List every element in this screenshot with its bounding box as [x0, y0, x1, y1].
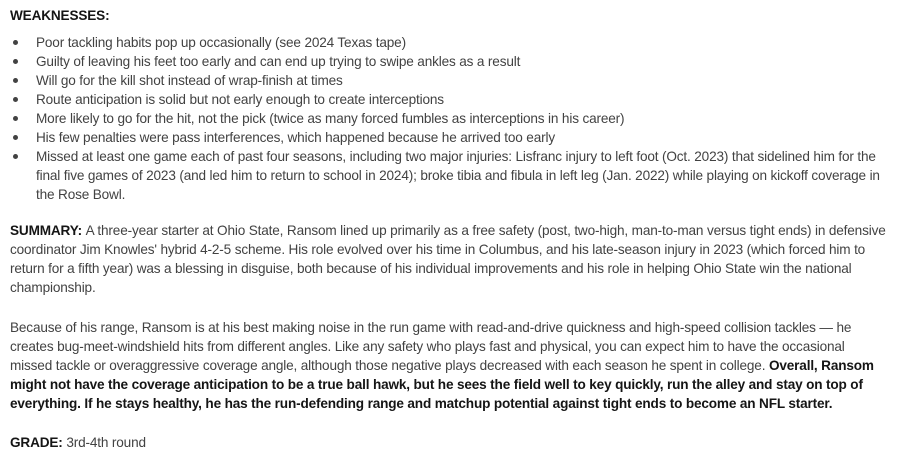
weaknesses-list — [10, 33, 890, 204]
weakness-item — [10, 90, 890, 109]
weakness-item — [10, 33, 890, 52]
weakness-item — [10, 52, 890, 71]
projection-text: Because of his range, Ransom is at his best making noise in the run game with read-and-drive quickness and high-speed collision tackles — he creates bug-meet-windshield hits from different angles. Like any safety who plays fast and physical, you can expect him to have the occasional missed tackle or overaggressive coverage angle, although those negative plays decreased with each season he spent in college. — [10, 320, 852, 373]
weaknesses-heading: WEAKNESSES: — [10, 8, 110, 23]
bullet-icon — [13, 97, 18, 102]
bullet-icon — [13, 59, 18, 64]
bullet-icon — [13, 135, 18, 140]
summary-paragraph — [10, 221, 890, 297]
bullet-icon — [13, 78, 18, 83]
summary-label: SUMMARY: — [10, 223, 82, 238]
weakness-item — [10, 71, 890, 90]
grade-line — [10, 433, 890, 452]
weakness-text: Guilty of leaving his feet too early and can end up trying to swipe ankles as a result — [36, 54, 521, 69]
projection-bold-text: Overall, Ransom might not have the coverage anticipation to be a true ball hawk, but he sees the field well to key quickly, run the alley and stay on top of everything. If he stays healthy, he has the run-defending range and matchup potential against tight ends to become an NFL starter. — [10, 358, 874, 411]
weakness-text: Poor tackling habits pop up occasionally (see 2024 Texas tape) — [36, 35, 406, 50]
grade-value: 3rd-4th round — [66, 435, 146, 450]
bullet-icon — [13, 154, 18, 159]
weakness-text: Route anticipation is solid but not early enough to create interceptions — [36, 92, 444, 107]
bullet-icon — [13, 116, 18, 121]
weakness-text: More likely to go for the hit, not the pick (twice as many forced fumbles as interceptions in his career) — [36, 111, 625, 126]
weakness-text: Will go for the kill shot instead of wrap-finish at times — [36, 73, 343, 88]
grade-label: GRADE: — [10, 435, 63, 450]
summary-text: A three-year starter at Ohio State, Ransom lined up primarily as a free safety (post, two-high, man-to-man versus tight ends) in defensive coordinator Jim Knowles' hybrid 4-2-5 scheme. His role evolved over his time in Columbus, and his late-season injury in 2023 (which forced him to return for a fifth year) was a blessing in disguise, both because of his individual improvements and his role in helping Ohio State win the national championship. — [10, 223, 886, 295]
weakness-item — [10, 128, 890, 147]
weakness-text: Missed at least one game each of past four seasons, including two major injuries: Lisfranc injury to left foot (Oct. 2023) that sidelined him for the final five games of 2023 (and led him to return to school in 2024); broke tibia and fibula in left leg (Jan. 2022) while playing on kickoff coverage in the Rose Bowl. — [36, 149, 880, 202]
weakness-text: His few penalties were pass interferences, which happened because he arrived too early — [36, 130, 555, 145]
weakness-item — [10, 109, 890, 128]
bullet-icon — [13, 40, 18, 45]
weakness-item — [10, 147, 890, 204]
projection-paragraph — [10, 318, 890, 413]
